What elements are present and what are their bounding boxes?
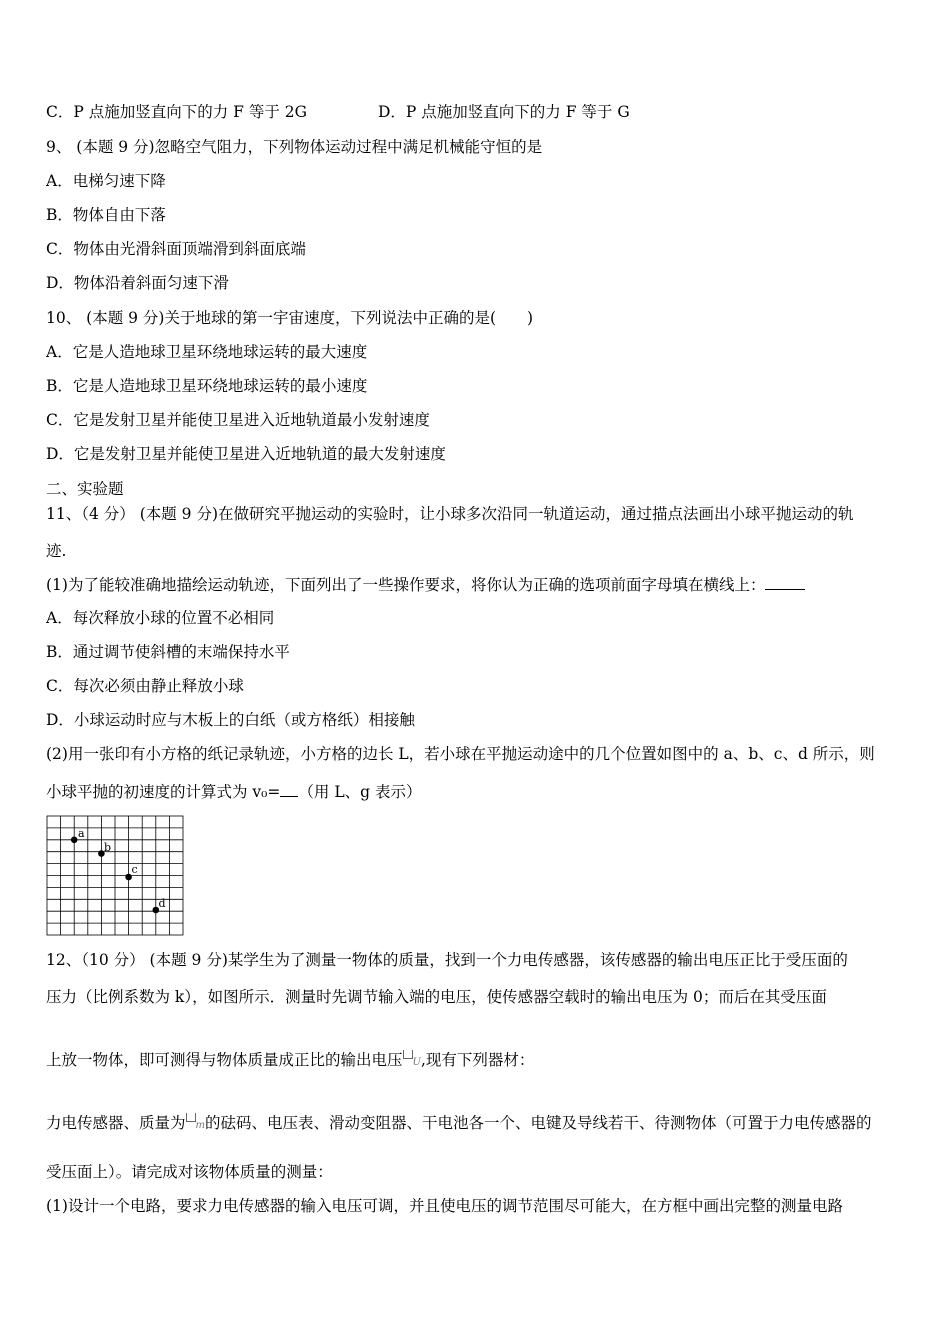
question-11-part2-cont — [46, 782, 906, 802]
option-10a: A．它是人造地球卫星环绕地球运转的最大速度 — [46, 343, 368, 361]
question-12-cont2 — [46, 1050, 906, 1073]
question-12-cont3: 受压面上）。请完成对该物体质量的测量： — [46, 1163, 333, 1181]
mass-symbol-box — [186, 1113, 196, 1122]
question-11: 11、（4 分） (本题 9 分)在做研究平抛运动的实验时，让小球多次沿同一轨道运动，通过描点法画出小球平抛运动的轨 — [46, 505, 854, 523]
option-8c: C．P 点施加竖直向下的力 F 等于 2G — [46, 103, 307, 121]
question-12-cont1: 压力（比例系数为 k），如图所示．测量时先调节输入端的电压，使传感器空载时的输出电压为 0；而后在其受压面 — [46, 988, 827, 1006]
mass-symbol: m — [195, 1120, 205, 1131]
question-12-part1: (1)设计一个电路，要求力电传感器的输入电压可调，并且使电压的调节范围尽可能大，在方框中画出完整的测量电路 — [46, 1197, 843, 1215]
option-11a: A．每次释放小球的位置不必相同 — [46, 609, 275, 627]
option-10b: B．它是人造地球卫星环绕地球运转的最小速度 — [46, 377, 368, 395]
label-d: d — [158, 897, 166, 910]
equipment-intro: ,现有下列器材： — [420, 1051, 535, 1069]
question-11-part1 — [46, 575, 906, 595]
answer-blank-1 — [765, 575, 805, 590]
voltage-symbol: U — [412, 1057, 421, 1068]
voltage-text: 上放一物体，即可测得与物体质量成正比的输出电压 — [46, 1051, 403, 1069]
trajectory-grid-figure — [46, 815, 186, 937]
option-10c: C．它是发射卫星并能使卫星进入近地轨道最小发射速度 — [46, 411, 430, 429]
option-9d: D．物体沿着斜面匀速下滑 — [46, 274, 229, 292]
option-8d: D．P 点施加竖直向下的力 F 等于 G — [378, 103, 630, 121]
option-9c: C．物体由光滑斜面顶端滑到斜面底端 — [46, 240, 306, 258]
voltage-symbol-box — [403, 1050, 413, 1059]
v0-formula-note: （用 L、g 表示） — [298, 783, 422, 801]
line-8-options — [46, 102, 906, 122]
equipment-text-1: 力电传感器、质量为 — [46, 1114, 186, 1132]
option-11d: D．小球运动时应与木板上的白纸（或方格纸）相接触 — [46, 711, 415, 729]
v0-formula-text: 小球平抛的初速度的计算式为 v₀= — [46, 783, 281, 801]
label-c: c — [131, 863, 138, 876]
label-a: a — [78, 827, 85, 840]
question-10: 10、 (本题 9 分)关于地球的第一宇宙速度，下列说法中正确的是( ) — [46, 309, 534, 327]
question-12-equipment — [46, 1113, 906, 1136]
answer-blank-2 — [280, 782, 298, 797]
point-a — [71, 837, 78, 844]
option-11b: B．通过调节使斜槽的末端保持水平 — [46, 643, 290, 661]
part1-text: (1)为了能较准确地描绘运动轨迹，下面列出了一些操作要求，将你认为正确的选项前面字母填在横线上： — [46, 576, 766, 594]
option-9b: B．物体自由下落 — [46, 206, 166, 224]
option-9a: A．电梯匀速下降 — [46, 172, 166, 190]
label-b: b — [104, 841, 112, 854]
option-11c: C．每次必须由静止释放小球 — [46, 677, 244, 695]
equipment-text-2: 的砝码、电压表、滑动变阻器、干电池各一个、电键及导线若干、待测物体（可置于力电传感器的 — [205, 1114, 872, 1132]
question-11-part2: (2)用一张印有小方格的纸记录轨迹，小方格的边长 L，若小球在平抛运动途中的几个位置如图中的 a、b、c、d 所示，则 — [46, 745, 875, 763]
option-10d: D．它是发射卫星并能使卫星进入近地轨道的最大发射速度 — [46, 445, 446, 463]
question-11-cont: 迹. — [46, 542, 67, 560]
question-12: 12、（10 分） (本题 9 分)某学生为了测量一物体的质量，找到一个力电传感器，该传感器的输出电压正比于受压面的 — [46, 951, 848, 969]
section-heading-experiment: 二、实验题 — [46, 480, 124, 498]
question-9: 9、 (本题 9 分)忽略空气阻力，下列物体运动过程中满足机械能守恒的是 — [46, 138, 543, 156]
